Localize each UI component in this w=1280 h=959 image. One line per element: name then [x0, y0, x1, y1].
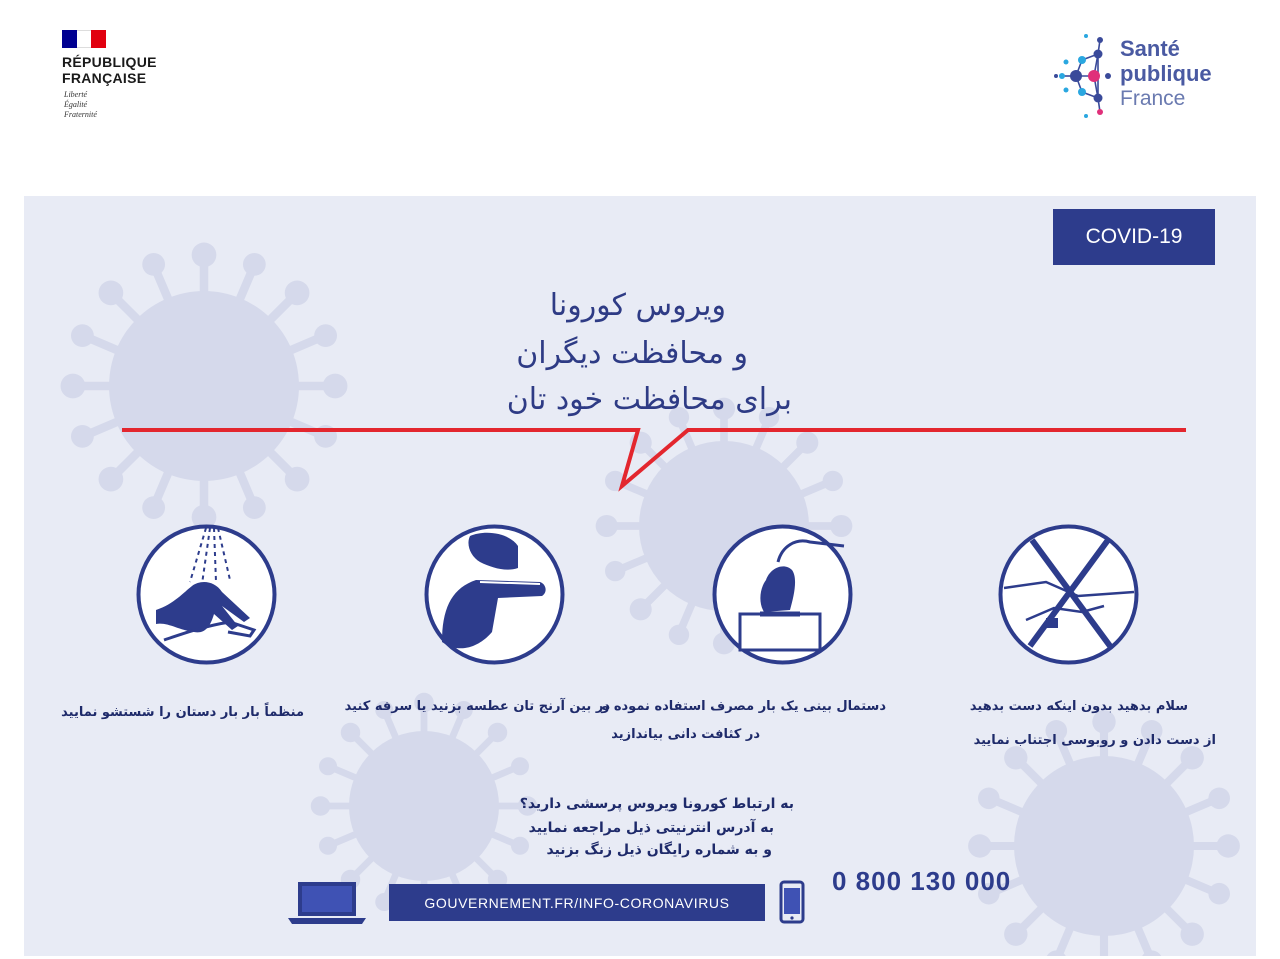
agency-name: Santé publique France: [1120, 36, 1212, 110]
covid-badge: COVID-19: [1053, 209, 1215, 265]
sante-publique-france-logo: [1050, 30, 1240, 130]
republic-motto: Liberté Égalité Fraternité: [64, 90, 97, 119]
smartphone-icon: [779, 880, 805, 924]
gesture-4-caption-line-2: از دست دادن و روبوسی اجتناب نمایید: [973, 733, 1216, 748]
laptop-icon: [288, 880, 366, 926]
gesture-3-caption-line-1: دستمال بینی یک بار مصرف استفاده نموده و: [601, 699, 886, 714]
info-website-link[interactable]: GOUVERNEMENT.FR/INFO-CORONAVIRUS: [389, 884, 765, 921]
marianne-flag-icon: [62, 30, 106, 48]
question-line-1: به ارتباط کورونا ویروس پرسشی دارید؟: [519, 796, 794, 812]
republic-name: RÉPUBLIQUE FRANÇAISE: [62, 54, 157, 86]
gesture-3-caption-line-2: در کثافت دانی بیاندازید: [611, 727, 760, 742]
info-panel: [24, 196, 1256, 956]
free-hotline-number[interactable]: 0 800 130 000: [832, 866, 1012, 896]
republique-francaise-logo: [62, 30, 202, 130]
question-line-3: و به شماره رایگان ذیل زنگ بزنید: [546, 842, 772, 858]
title-line-2: و محافظت دیگران: [516, 336, 748, 371]
gesture-1-caption: منظماً بار بار دستان را شستشو نمایید: [61, 705, 304, 720]
hand-washing-icon: [134, 522, 279, 667]
sneeze-in-elbow-icon: [422, 522, 567, 667]
no-handshake-icon: [996, 522, 1141, 667]
network-dots-icon: [1050, 30, 1116, 126]
title-line-1: ویروس کورونا: [549, 288, 726, 323]
tissue-box-icon: [710, 522, 855, 667]
question-line-2: به آدرس انترنیتی ذیل مراجعه نمایید: [528, 820, 774, 836]
title-line-3: برای محافظت خود تان: [506, 382, 792, 417]
gesture-4-caption-line-1: سلام بدهید بدون اینکه دست بدهید: [969, 699, 1188, 714]
gesture-2-caption: در بین آرنج تان عطسه بزنید یا سرفه کنید: [344, 699, 610, 714]
